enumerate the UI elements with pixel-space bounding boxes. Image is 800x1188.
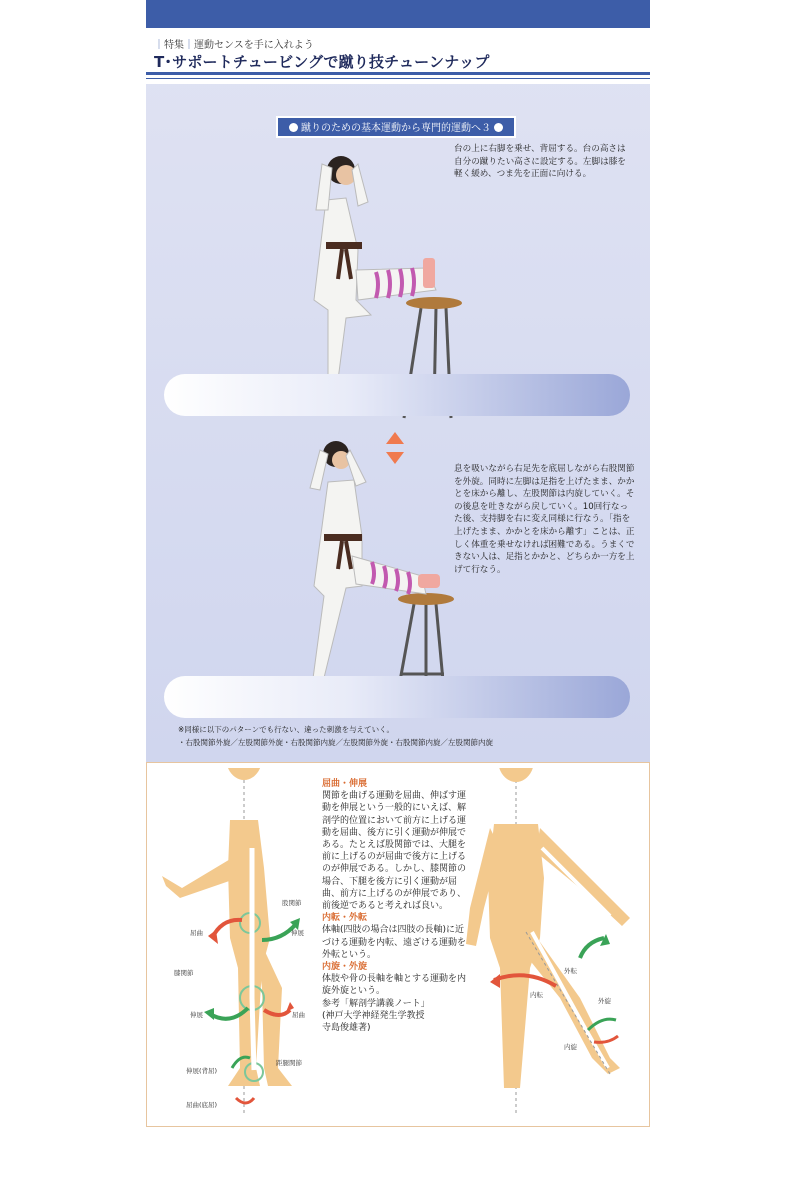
kicker: ｜特集｜運動センスを手に入れよう	[154, 40, 314, 51]
kicker-topic: 運動センスを手に入れよう	[194, 40, 314, 51]
title-rule	[146, 72, 650, 75]
front-body-diagram	[460, 768, 644, 1118]
bullet-icon	[494, 123, 503, 132]
label-hip-extension: 伸展	[291, 929, 304, 937]
label-external-rotation: 外旋	[598, 997, 611, 1005]
label-plantarflexion: 屈曲(底屈)	[186, 1101, 218, 1109]
kicker-section: 特集	[164, 40, 184, 51]
label-hip-flexion: 屈曲	[190, 929, 203, 937]
label-dorsiflexion: 伸展(背屈)	[186, 1067, 218, 1075]
label-knee-joint: 膝関節	[174, 969, 194, 977]
heading-adduction-abduction: 内転・外転	[322, 913, 368, 924]
section-label	[276, 116, 516, 138]
anatomy-text	[322, 778, 470, 1034]
label-talocrural-joint: 距腿関節	[276, 1059, 302, 1067]
label-abduction: 外転	[564, 967, 577, 975]
para-rotation: 体肢や骨の長軸を軸とする運動を内旋外旋という。	[322, 974, 467, 997]
step2-description: 息を吸いながら右足先を底屈しながら右股関節を外旋。同時に左脚は足指を上げたまま、かかとを床から離し、左股関節は内旋していく。その後息を吐きながら戻していく。10回行なった後、支持脚を右に変え同様に行なう。「指を上げたまま、かかとを床から離す」ことは、正しく体重を乗せなければ困難である。うまくできない人は、足指とかかと、どちらか一方を上げて行なう。	[454, 464, 635, 575]
para-flexion-extension: 関節を曲げる運動を屈曲、伸ばす運動を伸展という一般的にいえば、解剖学的位置において前方に上げる運動を屈曲、後方に引く運動が伸展である。たとえば股関節では、大腿を前に上げるのが屈曲で後方に上げるのが伸展である。しかし、膝関節の場合、下腿を後方に引く運動が屈曲、前方に上げるのが伸展であり、前後逆であると考えれば良い。	[322, 791, 467, 912]
bullet-icon	[289, 123, 298, 132]
reference-line-3: 寺島俊雄著)	[322, 1023, 371, 1034]
label-hip-joint: 股関節	[282, 899, 302, 907]
magazine-page	[146, 0, 650, 1135]
reference-line-2: (神戸大学神経発生学教授	[322, 1010, 425, 1021]
note-line-1: ※同様に以下のパターンでも行ない、違った刺激を与えていく。	[178, 725, 394, 734]
label-adduction: 内転	[530, 991, 543, 999]
label-internal-rotation: 内旋	[564, 1043, 577, 1051]
step1-description: 台の上に右脚を乗せ、背屈する。台の高さは自分の蹴りたい高さに設定する。左脚は膝を軽く緩め、つま先を正面に向ける。	[454, 144, 626, 180]
top-color-bar	[146, 0, 650, 28]
section-label-text: 蹴りのための基本運動から専門的運動へ３	[301, 123, 491, 134]
para-adduction-abduction: 体軸(四肢の場合は四肢の長軸)に近づける運動を内転、遠ざける運動を外転という。	[322, 925, 467, 960]
page-title: T･サポートチュービングで蹴り技チューンナップ	[154, 53, 490, 71]
heading-rotation: 内旋・外旋	[322, 962, 368, 973]
note-line-2: ・右股関節外旋／左股関節外旋・右股関節内旋／左股関節外旋・右股関節内旋／左股関節内旋	[178, 738, 493, 747]
title-rule-thin	[146, 78, 650, 79]
label-knee-extension: 伸展	[190, 1011, 203, 1019]
label-knee-flexion: 屈曲	[292, 1011, 305, 1019]
floor-band-2	[164, 676, 630, 718]
reference-line-1: 参考「解剖学講義ノート」	[322, 998, 430, 1009]
floor-band-1	[164, 374, 630, 416]
heading-flexion-extension: 屈曲・伸展	[322, 779, 368, 789]
